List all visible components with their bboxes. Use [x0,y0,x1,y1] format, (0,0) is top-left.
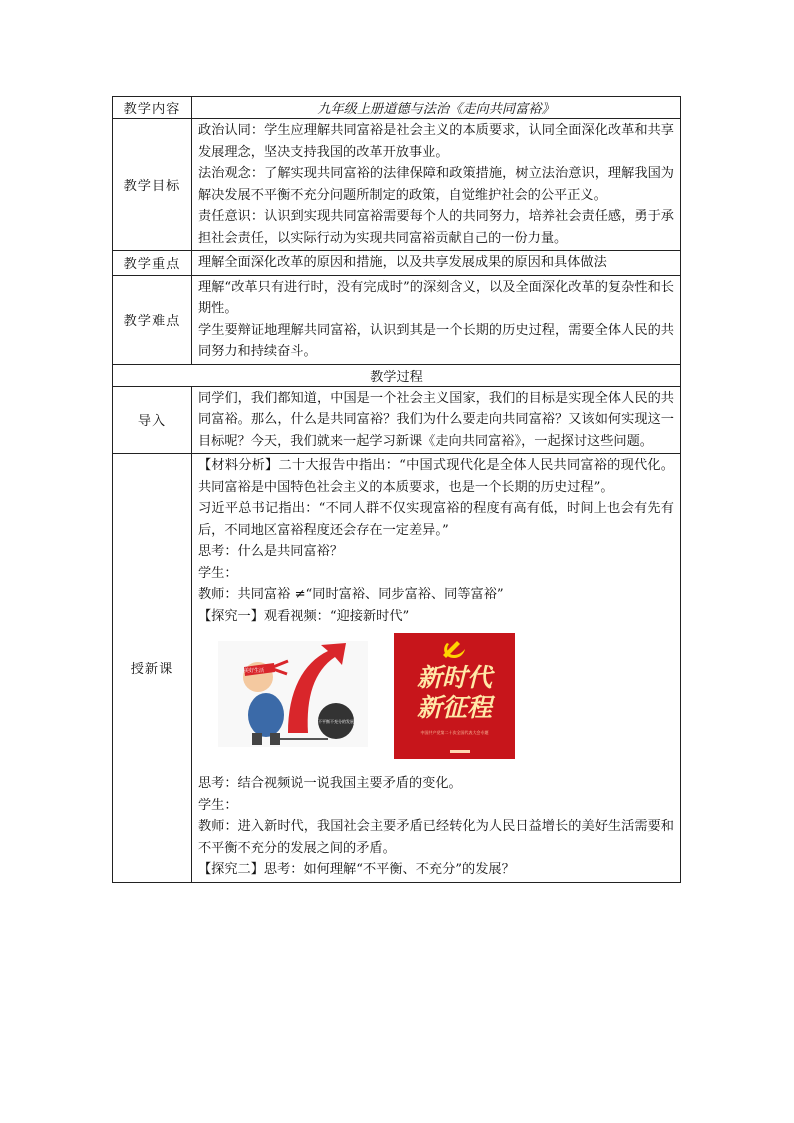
question-1: 思考：什么是共同富裕？ [198,544,344,559]
poster-title: 新时代 新征程 [416,663,492,722]
difficulties-content [192,275,681,364]
illustrations [198,627,674,773]
student-1: 学生： [198,565,238,581]
process-heading: 教学过程 [113,364,681,386]
student-2: 学生： [198,797,238,813]
key-points-content: 理解全面深化改革的原因和措施，以及共享发展成果的原因和具体做法 [192,251,681,276]
difficulties-row [113,275,681,364]
poster-image [394,633,515,759]
question-2: 思考：结合视频说一说我国主要矛盾的变化。 [198,776,462,791]
inquiry-1: 【探究一】观看视频：“迎接新时代” [198,608,410,624]
intro-label: 导入 [113,386,192,454]
cartoon-drawing [218,641,368,747]
header-label: 教学内容 [113,97,192,119]
intro-row [113,386,681,454]
key-points-label: 教学重点 [113,251,192,276]
objectives-label: 教学目标 [113,119,192,251]
new-lesson-row [113,454,681,883]
inquiry-2: 【探究二】思考：如何理解“不平衡、不充分”的发展？ [198,862,515,877]
lesson-title: 九年级上册道德与法治《走向共同富裕》 [192,97,681,119]
objective-political: 政治认同：学生应理解共同富裕是社会主义的本质要求，认同全面深化改革和共享发展理念，坚决支持我国的改革开放事业。 [198,123,674,160]
party-emblem-icon [437,637,471,661]
lesson-plan-table [112,96,681,883]
difficulty-1: 理解“改革只有进行时，没有完成时”的深刻含义，以及全面深化改革的复杂性和长期性。 [198,279,674,316]
header-row [113,97,681,119]
material-analysis: 【材料分析】二十大报告中指出：“中国式现代化是全体人民共同富裕的现代化。共同富裕是中国特色社会主义的本质要求，也是一个长期的历史过程”。 [198,458,674,495]
poster-subtitle: 中国共产党第二十次全国代表大会专题 [420,729,489,735]
headband-text: 美好生活 [244,668,265,674]
difficulty-2: 学生要辩证地理解共同富裕，认识到其是一个长期的历史过程，需要全体人民的共同努力和持续奋斗。 [198,322,674,359]
intro-content: 同学们，我们都知道，中国是一个社会主义国家，我们的目标是实现全体人民的共同富裕。那么，什么是共同富裕？我们为什么要走向共同富裕？又该如何实现这一目标呢？今天，我们就来一起学习新课《走向共同富裕》，一起探讨这些问题。 [192,386,681,454]
objectives-row [113,119,681,251]
teacher-1: 教师：共同富裕 ≠“同时富裕、同步富裕、同等富裕” [198,587,504,602]
difficulties-label: 教学难点 [113,275,192,364]
ball-text: 不平衡不充分的发展 [318,719,354,724]
new-lesson-label: 授新课 [113,454,192,883]
objectives-content [192,119,681,251]
key-points-row [113,251,681,276]
process-row [113,364,681,386]
new-lesson-content [192,454,681,883]
cartoon-image [218,641,368,747]
poster-footer-mark [450,750,470,753]
teacher-2: 教师：进入新时代，我国社会主要矛盾已经转化为人民日益增长的美好生活需要和不平衡不充分的发展之间的矛盾。 [198,819,674,856]
xi-quote: 习近平总书记指出：“不同人群不仅实现富裕的程度有高有低，时间上也会有先有后，不同地区富裕程度还会存在一定差异。” [198,501,674,538]
objective-responsibility: 责任意识：认识到实现共同富裕需要每个人的共同努力，培养社会责任感，勇于承担社会责任，以实际行动为实现共同富裕贡献自己的一份力量。 [198,209,674,246]
objective-law: 法治观念：了解实现共同富裕的法律保障和政策措施，树立法治意识，理解我国为解决发展不平衡不充分问题所制定的政策，自觉维护社会的公平正义。 [198,166,674,203]
